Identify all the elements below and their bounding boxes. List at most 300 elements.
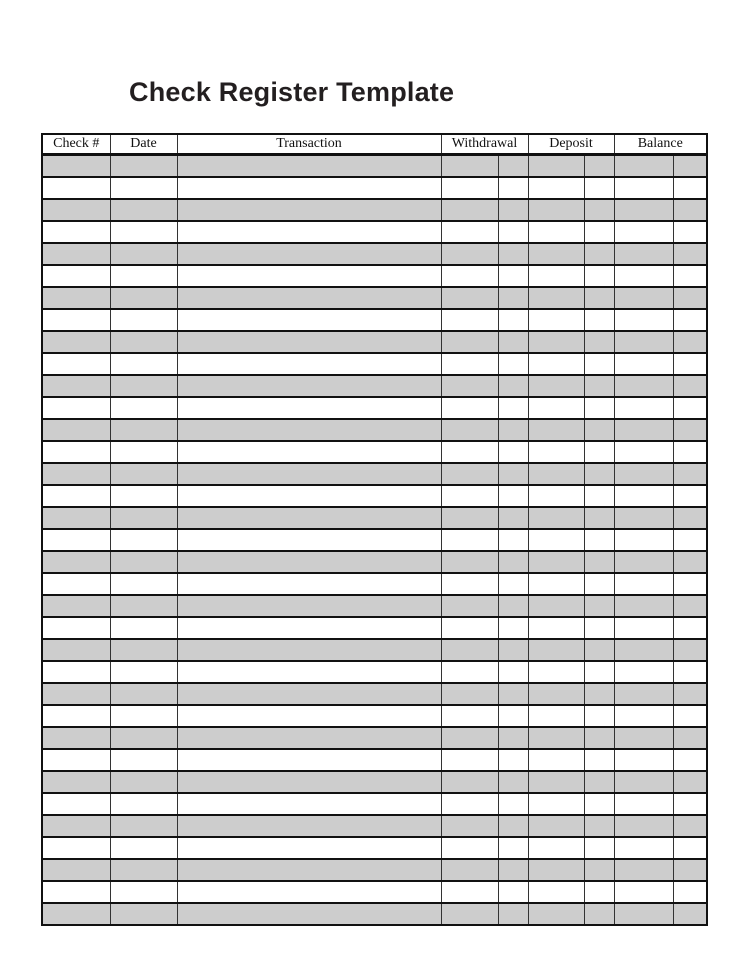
register-row [42, 903, 707, 925]
cell-deposit-cents [584, 573, 614, 595]
cell-deposit-cents [584, 155, 614, 178]
cell-withdrawal-dollars [441, 595, 498, 617]
cell-deposit-dollars [528, 441, 584, 463]
cell-balance-dollars [614, 815, 673, 837]
cell-balance-dollars [614, 617, 673, 639]
cell-deposit-cents [584, 353, 614, 375]
cell-balance-cents [673, 595, 707, 617]
cell-date [110, 573, 177, 595]
cell-withdrawal-dollars [441, 859, 498, 881]
cell-check-number [42, 507, 110, 529]
cell-balance-cents [673, 463, 707, 485]
cell-balance-cents [673, 265, 707, 287]
header-check-number: Check # [42, 134, 110, 155]
cell-withdrawal-dollars [441, 793, 498, 815]
register-row [42, 793, 707, 815]
cell-date [110, 837, 177, 859]
cell-withdrawal-cents [498, 309, 528, 331]
cell-deposit-dollars [528, 639, 584, 661]
cell-withdrawal-cents [498, 375, 528, 397]
cell-transaction [177, 639, 441, 661]
cell-deposit-cents [584, 837, 614, 859]
cell-balance-dollars [614, 859, 673, 881]
cell-withdrawal-cents [498, 419, 528, 441]
cell-transaction [177, 529, 441, 551]
cell-balance-cents [673, 683, 707, 705]
cell-balance-cents [673, 353, 707, 375]
cell-withdrawal-cents [498, 859, 528, 881]
cell-date [110, 177, 177, 199]
cell-deposit-dollars [528, 771, 584, 793]
register-row [42, 177, 707, 199]
cell-date [110, 353, 177, 375]
cell-deposit-dollars [528, 573, 584, 595]
register-row [42, 485, 707, 507]
cell-deposit-dollars [528, 507, 584, 529]
cell-withdrawal-dollars [441, 177, 498, 199]
cell-deposit-cents [584, 683, 614, 705]
cell-balance-dollars [614, 485, 673, 507]
cell-balance-cents [673, 859, 707, 881]
cell-transaction [177, 155, 441, 178]
cell-withdrawal-dollars [441, 727, 498, 749]
cell-date [110, 441, 177, 463]
cell-withdrawal-cents [498, 551, 528, 573]
cell-deposit-dollars [528, 903, 584, 925]
cell-deposit-cents [584, 331, 614, 353]
cell-date [110, 595, 177, 617]
cell-balance-cents [673, 507, 707, 529]
cell-date [110, 243, 177, 265]
cell-date [110, 639, 177, 661]
cell-date [110, 485, 177, 507]
cell-withdrawal-dollars [441, 507, 498, 529]
cell-balance-dollars [614, 287, 673, 309]
cell-deposit-cents [584, 903, 614, 925]
register-row [42, 199, 707, 221]
header-row [42, 134, 707, 155]
cell-check-number [42, 199, 110, 221]
cell-transaction [177, 881, 441, 903]
cell-withdrawal-dollars [441, 309, 498, 331]
cell-check-number [42, 419, 110, 441]
cell-deposit-cents [584, 199, 614, 221]
cell-deposit-cents [584, 221, 614, 243]
cell-balance-cents [673, 177, 707, 199]
cell-balance-cents [673, 485, 707, 507]
register-row [42, 155, 707, 178]
cell-withdrawal-cents [498, 353, 528, 375]
cell-check-number [42, 815, 110, 837]
cell-balance-dollars [614, 793, 673, 815]
cell-check-number [42, 837, 110, 859]
cell-balance-cents [673, 551, 707, 573]
cell-withdrawal-cents [498, 155, 528, 178]
cell-date [110, 705, 177, 727]
cell-withdrawal-dollars [441, 353, 498, 375]
cell-withdrawal-dollars [441, 397, 498, 419]
register-row [42, 441, 707, 463]
cell-withdrawal-dollars [441, 705, 498, 727]
cell-check-number [42, 903, 110, 925]
cell-date [110, 507, 177, 529]
header-date: Date [110, 134, 177, 155]
cell-date [110, 309, 177, 331]
cell-withdrawal-cents [498, 529, 528, 551]
cell-deposit-dollars [528, 529, 584, 551]
header-withdrawal: Withdrawal [441, 134, 528, 155]
cell-check-number [42, 155, 110, 178]
cell-deposit-cents [584, 881, 614, 903]
cell-transaction [177, 551, 441, 573]
cell-transaction [177, 793, 441, 815]
register-row [42, 617, 707, 639]
cell-check-number [42, 595, 110, 617]
cell-balance-cents [673, 331, 707, 353]
cell-deposit-cents [584, 177, 614, 199]
cell-deposit-dollars [528, 881, 584, 903]
cell-balance-dollars [614, 243, 673, 265]
header-deposit: Deposit [528, 134, 614, 155]
cell-balance-dollars [614, 881, 673, 903]
cell-balance-dollars [614, 507, 673, 529]
cell-deposit-cents [584, 419, 614, 441]
register-row [42, 639, 707, 661]
register-row [42, 727, 707, 749]
cell-balance-cents [673, 529, 707, 551]
cell-withdrawal-cents [498, 507, 528, 529]
cell-withdrawal-dollars [441, 287, 498, 309]
cell-balance-cents [673, 375, 707, 397]
register-row [42, 529, 707, 551]
cell-deposit-dollars [528, 463, 584, 485]
register-row [42, 375, 707, 397]
cell-check-number [42, 551, 110, 573]
cell-deposit-dollars [528, 419, 584, 441]
register-row [42, 287, 707, 309]
header-balance: Balance [614, 134, 707, 155]
cell-withdrawal-cents [498, 221, 528, 243]
cell-withdrawal-cents [498, 705, 528, 727]
cell-check-number [42, 573, 110, 595]
cell-deposit-cents [584, 749, 614, 771]
cell-deposit-cents [584, 771, 614, 793]
cell-balance-cents [673, 661, 707, 683]
cell-deposit-cents [584, 397, 614, 419]
cell-balance-cents [673, 199, 707, 221]
cell-withdrawal-cents [498, 837, 528, 859]
cell-withdrawal-dollars [441, 243, 498, 265]
cell-deposit-cents [584, 287, 614, 309]
cell-withdrawal-dollars [441, 617, 498, 639]
cell-check-number [42, 771, 110, 793]
cell-balance-dollars [614, 309, 673, 331]
cell-check-number [42, 749, 110, 771]
cell-balance-cents [673, 639, 707, 661]
cell-balance-cents [673, 815, 707, 837]
cell-withdrawal-cents [498, 617, 528, 639]
cell-withdrawal-cents [498, 265, 528, 287]
cell-date [110, 903, 177, 925]
cell-withdrawal-cents [498, 199, 528, 221]
cell-date [110, 727, 177, 749]
cell-withdrawal-cents [498, 243, 528, 265]
cell-check-number [42, 221, 110, 243]
register-row [42, 551, 707, 573]
cell-deposit-cents [584, 859, 614, 881]
cell-balance-cents [673, 837, 707, 859]
cell-balance-dollars [614, 837, 673, 859]
cell-withdrawal-cents [498, 287, 528, 309]
cell-balance-cents [673, 573, 707, 595]
cell-balance-dollars [614, 177, 673, 199]
cell-check-number [42, 705, 110, 727]
cell-deposit-dollars [528, 595, 584, 617]
cell-transaction [177, 903, 441, 925]
cell-deposit-dollars [528, 331, 584, 353]
cell-deposit-dollars [528, 485, 584, 507]
cell-withdrawal-dollars [441, 221, 498, 243]
cell-transaction [177, 661, 441, 683]
cell-date [110, 771, 177, 793]
cell-deposit-dollars [528, 749, 584, 771]
register-row [42, 265, 707, 287]
cell-balance-dollars [614, 903, 673, 925]
cell-deposit-cents [584, 243, 614, 265]
register-row [42, 859, 707, 881]
cell-balance-cents [673, 903, 707, 925]
cell-balance-dollars [614, 353, 673, 375]
cell-balance-dollars [614, 551, 673, 573]
cell-transaction [177, 595, 441, 617]
cell-withdrawal-cents [498, 331, 528, 353]
cell-withdrawal-dollars [441, 551, 498, 573]
cell-withdrawal-dollars [441, 815, 498, 837]
cell-transaction [177, 683, 441, 705]
cell-balance-cents [673, 243, 707, 265]
cell-deposit-dollars [528, 551, 584, 573]
cell-withdrawal-dollars [441, 441, 498, 463]
cell-date [110, 287, 177, 309]
cell-withdrawal-dollars [441, 375, 498, 397]
cell-balance-dollars [614, 463, 673, 485]
cell-date [110, 881, 177, 903]
cell-balance-cents [673, 617, 707, 639]
cell-transaction [177, 727, 441, 749]
cell-withdrawal-cents [498, 881, 528, 903]
cell-deposit-dollars [528, 793, 584, 815]
cell-check-number [42, 441, 110, 463]
cell-balance-dollars [614, 727, 673, 749]
cell-deposit-dollars [528, 837, 584, 859]
cell-transaction [177, 397, 441, 419]
cell-withdrawal-cents [498, 727, 528, 749]
cell-balance-dollars [614, 331, 673, 353]
cell-date [110, 265, 177, 287]
cell-withdrawal-cents [498, 397, 528, 419]
check-register-table [41, 133, 708, 926]
cell-deposit-cents [584, 485, 614, 507]
cell-withdrawal-dollars [441, 573, 498, 595]
register-row [42, 397, 707, 419]
cell-transaction [177, 309, 441, 331]
cell-transaction [177, 771, 441, 793]
cell-check-number [42, 881, 110, 903]
cell-withdrawal-dollars [441, 771, 498, 793]
cell-deposit-cents [584, 705, 614, 727]
cell-check-number [42, 353, 110, 375]
cell-deposit-cents [584, 727, 614, 749]
register-row [42, 463, 707, 485]
cell-deposit-dollars [528, 705, 584, 727]
cell-date [110, 221, 177, 243]
cell-withdrawal-dollars [441, 529, 498, 551]
register-row [42, 749, 707, 771]
cell-withdrawal-dollars [441, 199, 498, 221]
cell-withdrawal-cents [498, 485, 528, 507]
cell-balance-dollars [614, 375, 673, 397]
cell-withdrawal-dollars [441, 749, 498, 771]
cell-withdrawal-dollars [441, 683, 498, 705]
cell-transaction [177, 287, 441, 309]
cell-withdrawal-dollars [441, 485, 498, 507]
cell-withdrawal-dollars [441, 837, 498, 859]
cell-withdrawal-dollars [441, 639, 498, 661]
cell-check-number [42, 727, 110, 749]
cell-transaction [177, 507, 441, 529]
cell-balance-dollars [614, 595, 673, 617]
cell-balance-cents [673, 441, 707, 463]
cell-balance-dollars [614, 639, 673, 661]
cell-check-number [42, 375, 110, 397]
cell-transaction [177, 815, 441, 837]
cell-date [110, 683, 177, 705]
cell-deposit-cents [584, 529, 614, 551]
cell-deposit-cents [584, 375, 614, 397]
cell-date [110, 463, 177, 485]
page-title: Check Register Template [129, 77, 455, 107]
cell-deposit-dollars [528, 375, 584, 397]
cell-balance-cents [673, 793, 707, 815]
cell-transaction [177, 617, 441, 639]
cell-balance-cents [673, 221, 707, 243]
cell-check-number [42, 397, 110, 419]
cell-withdrawal-cents [498, 771, 528, 793]
cell-deposit-dollars [528, 661, 584, 683]
cell-balance-cents [673, 749, 707, 771]
cell-check-number [42, 793, 110, 815]
cell-deposit-cents [584, 551, 614, 573]
cell-balance-dollars [614, 419, 673, 441]
cell-transaction [177, 705, 441, 727]
cell-transaction [177, 837, 441, 859]
cell-transaction [177, 441, 441, 463]
cell-balance-cents [673, 771, 707, 793]
cell-balance-cents [673, 287, 707, 309]
cell-withdrawal-cents [498, 815, 528, 837]
cell-transaction [177, 749, 441, 771]
cell-deposit-dollars [528, 859, 584, 881]
cell-withdrawal-cents [498, 903, 528, 925]
cell-withdrawal-dollars [441, 265, 498, 287]
cell-balance-cents [673, 397, 707, 419]
cell-transaction [177, 243, 441, 265]
cell-check-number [42, 639, 110, 661]
cell-balance-dollars [614, 573, 673, 595]
table-body [42, 155, 707, 926]
cell-check-number [42, 463, 110, 485]
cell-date [110, 375, 177, 397]
register-row [42, 309, 707, 331]
cell-check-number [42, 617, 110, 639]
register-row [42, 507, 707, 529]
cell-date [110, 199, 177, 221]
cell-withdrawal-dollars [441, 155, 498, 178]
cell-balance-dollars [614, 265, 673, 287]
cell-deposit-dollars [528, 353, 584, 375]
cell-balance-cents [673, 727, 707, 749]
cell-deposit-cents [584, 595, 614, 617]
cell-balance-dollars [614, 441, 673, 463]
cell-deposit-dollars [528, 243, 584, 265]
cell-deposit-cents [584, 661, 614, 683]
cell-withdrawal-cents [498, 639, 528, 661]
cell-withdrawal-dollars [441, 331, 498, 353]
cell-deposit-dollars [528, 155, 584, 178]
cell-withdrawal-dollars [441, 463, 498, 485]
cell-balance-dollars [614, 397, 673, 419]
cell-balance-dollars [614, 199, 673, 221]
cell-withdrawal-cents [498, 595, 528, 617]
cell-check-number [42, 859, 110, 881]
cell-transaction [177, 221, 441, 243]
cell-balance-dollars [614, 771, 673, 793]
cell-check-number [42, 287, 110, 309]
cell-date [110, 749, 177, 771]
cell-deposit-cents [584, 463, 614, 485]
cell-transaction [177, 573, 441, 595]
cell-balance-dollars [614, 661, 673, 683]
cell-date [110, 859, 177, 881]
cell-deposit-cents [584, 617, 614, 639]
cell-withdrawal-cents [498, 463, 528, 485]
register-row [42, 683, 707, 705]
cell-transaction [177, 331, 441, 353]
cell-date [110, 331, 177, 353]
cell-balance-dollars [614, 749, 673, 771]
cell-transaction [177, 463, 441, 485]
cell-check-number [42, 309, 110, 331]
cell-withdrawal-dollars [441, 419, 498, 441]
register-row [42, 353, 707, 375]
cell-withdrawal-cents [498, 749, 528, 771]
cell-transaction [177, 485, 441, 507]
register-row [42, 419, 707, 441]
cell-deposit-cents [584, 793, 614, 815]
register-row [42, 221, 707, 243]
cell-balance-dollars [614, 221, 673, 243]
cell-balance-cents [673, 705, 707, 727]
cell-check-number [42, 485, 110, 507]
register-row [42, 771, 707, 793]
cell-withdrawal-cents [498, 683, 528, 705]
register-row [42, 705, 707, 727]
cell-withdrawal-cents [498, 661, 528, 683]
register-row [42, 837, 707, 859]
cell-balance-cents [673, 309, 707, 331]
table-header [42, 134, 707, 155]
register-row [42, 815, 707, 837]
